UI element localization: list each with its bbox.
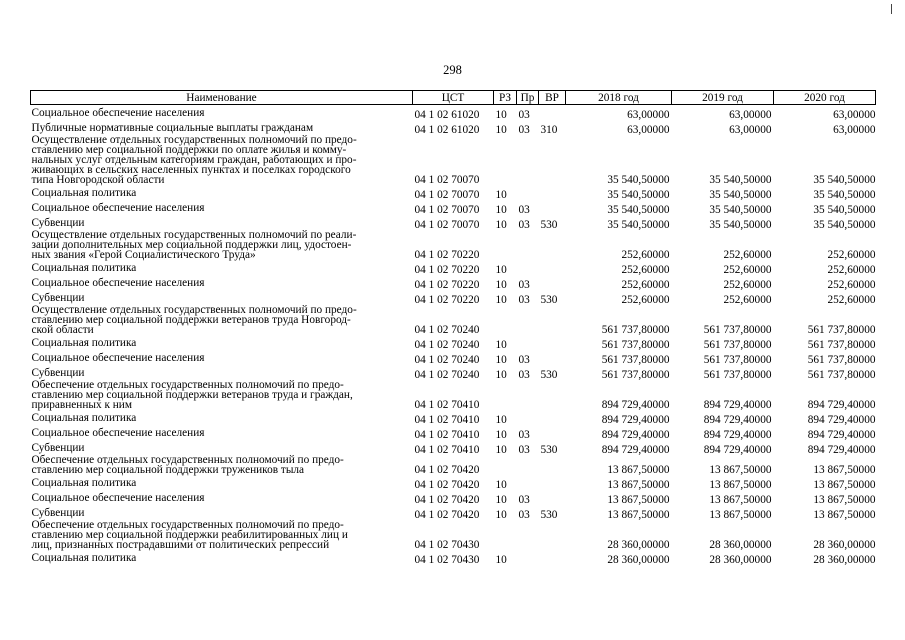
cell-pr [517, 305, 539, 335]
cell-vr [539, 455, 566, 475]
cell-vr [539, 410, 566, 425]
cell-vr [539, 350, 566, 365]
cell-rz: 10 [495, 219, 507, 231]
cell-2018: 252,60000 [621, 249, 670, 261]
cell-2019: 894 729,40000 [703, 414, 772, 426]
cell-rz: 10 [495, 354, 507, 366]
cell-cst: 04 1 02 70240 [414, 369, 480, 381]
cell-2020: 561 737,80000 [807, 339, 876, 351]
cell-cst: 04 1 02 70220 [414, 264, 480, 276]
cell-name-line: типа Новгородской области [31, 174, 165, 186]
cell-name-line: Субвенции [31, 367, 85, 379]
cell-pr [517, 260, 539, 275]
cell-pr: 03 [518, 294, 530, 306]
cell-name [31, 440, 413, 455]
cell-cst: 04 1 02 70410 [414, 399, 480, 411]
cell-2018: 252,60000 [621, 294, 670, 306]
header-2018: 2018 год [566, 91, 672, 105]
cell-2020: 13 867,50000 [813, 464, 876, 476]
cell-2019: 13 867,50000 [709, 464, 772, 476]
cell-2019: 894 729,40000 [703, 429, 772, 441]
budget-table [30, 90, 876, 565]
cell-2020: 252,60000 [827, 294, 876, 306]
cell-cst: 04 1 02 70430 [414, 554, 480, 566]
table-row [31, 105, 876, 121]
cell-vr: 530 [540, 509, 558, 521]
cell-2018: 13 867,50000 [607, 509, 670, 521]
cell-2018: 252,60000 [621, 279, 670, 291]
cell-2020: 63,00000 [833, 109, 876, 121]
cell-name [31, 200, 413, 215]
cell-cst: 04 1 02 70240 [414, 324, 480, 336]
cell-rz: 10 [495, 264, 507, 276]
cell-pr [517, 455, 539, 475]
cell-rz: 10 [495, 369, 507, 381]
cell-vr [539, 520, 566, 550]
cell-pr [517, 185, 539, 200]
table-body [31, 105, 876, 566]
cell-2018: 561 737,80000 [601, 369, 670, 381]
table-row [31, 305, 876, 335]
cell-vr [539, 105, 566, 121]
cell-name-line: Обеспечение отдельных государственных полномочий по предо- [31, 519, 344, 531]
cell-2020: 894 729,40000 [807, 429, 876, 441]
cell-rz: 10 [495, 124, 507, 136]
cell-rz: 10 [495, 429, 507, 441]
cell-name-line: ской области [31, 324, 94, 336]
cell-name [31, 350, 413, 365]
cell-pr [517, 520, 539, 550]
header-2019: 2019 год [672, 91, 774, 105]
table-row [31, 455, 876, 475]
cell-vr [539, 335, 566, 350]
cell-vr [539, 185, 566, 200]
cell-rz: 10 [495, 339, 507, 351]
cell-vr [539, 275, 566, 290]
cell-name [31, 275, 413, 290]
cell-2020: 894 729,40000 [807, 414, 876, 426]
table-row [31, 260, 876, 275]
table-row [31, 505, 876, 520]
cell-pr: 03 [518, 509, 530, 521]
cell-name [31, 520, 413, 550]
table-row [31, 365, 876, 380]
cell-2019: 894 729,40000 [703, 399, 772, 411]
cell-2018: 894 729,40000 [601, 399, 670, 411]
cell-2019: 63,00000 [729, 124, 772, 136]
cell-2018: 35 540,50000 [607, 189, 670, 201]
cell-name [31, 505, 413, 520]
cell-name-line: Социальное обеспечение населения [31, 492, 205, 504]
cell-2020: 252,60000 [827, 264, 876, 276]
cell-vr [539, 135, 566, 185]
header-rz: РЗ [494, 91, 517, 105]
cell-cst: 04 1 02 70220 [414, 279, 480, 291]
cell-2018: 28 360,00000 [607, 539, 670, 551]
table-row [31, 550, 876, 565]
table-row [31, 380, 876, 410]
cell-name [31, 410, 413, 425]
cell-2019: 13 867,50000 [709, 494, 772, 506]
cell-name [31, 215, 413, 230]
cell-name [31, 455, 413, 475]
cell-pr [517, 410, 539, 425]
cell-rz: 10 [495, 554, 507, 566]
cell-2020: 561 737,80000 [807, 324, 876, 336]
cell-2019: 894 729,40000 [703, 444, 772, 456]
cell-vr: 530 [540, 219, 558, 231]
header-2020: 2020 год [774, 91, 876, 105]
cell-name-line: Социальная политика [31, 477, 137, 489]
cell-rz: 10 [495, 109, 507, 121]
cell-cst: 04 1 02 70420 [414, 479, 480, 491]
header-name: Наименование [31, 91, 413, 105]
cell-2019: 252,60000 [723, 294, 772, 306]
cell-2020: 63,00000 [833, 124, 876, 136]
table-row [31, 520, 876, 550]
cell-vr: 530 [540, 369, 558, 381]
cell-name-line: Социальное обеспечение населения [31, 107, 205, 119]
cell-name-line: приравненных к ним [31, 399, 133, 411]
cell-name-line: Осуществление отдельных государственных полномочий по реали- [31, 229, 357, 241]
cell-cst: 04 1 02 70240 [414, 354, 480, 366]
cell-cst: 04 1 02 70410 [414, 429, 480, 441]
cell-pr [517, 135, 539, 185]
cell-2018: 894 729,40000 [601, 444, 670, 456]
cell-name-line: ставлению мер социальной поддержки ветеранов труда Новгород- [31, 314, 351, 326]
cell-pr [517, 550, 539, 565]
cell-rz: 10 [495, 509, 507, 521]
cell-2019: 561 737,80000 [703, 369, 772, 381]
cell-name [31, 380, 413, 410]
cell-2018: 13 867,50000 [607, 464, 670, 476]
cell-name-line: лиц, признанных пострадавшими от политических репрессий [31, 539, 330, 551]
cell-pr [517, 230, 539, 260]
cell-pr: 03 [518, 219, 530, 231]
cell-name-line: ставлению мер социальной поддержки реабилитированных лиц и [31, 529, 348, 541]
cell-vr: 530 [540, 444, 558, 456]
table-header [31, 91, 876, 105]
cell-vr [539, 230, 566, 260]
cell-name [31, 105, 413, 121]
page-edge-mark [891, 4, 892, 14]
cell-cst: 04 1 02 70070 [414, 189, 480, 201]
cell-cst: 04 1 02 70420 [414, 494, 480, 506]
cell-name-line: Субвенции [31, 507, 85, 519]
cell-name-line: ставлению мер социальной поддержки ветеранов труда и граждан, [31, 389, 353, 401]
cell-vr [539, 550, 566, 565]
table-row [31, 120, 876, 135]
cell-pr: 03 [518, 109, 530, 121]
cell-rz: 10 [495, 494, 507, 506]
table-row [31, 230, 876, 260]
cell-rz [494, 455, 517, 475]
cell-name-line: ных звания «Герой Социалистического Труда» [31, 249, 256, 261]
cell-2019: 561 737,80000 [703, 354, 772, 366]
cell-2019: 561 737,80000 [703, 324, 772, 336]
page-number: 298 [443, 63, 462, 77]
cell-name-line: ставлению мер социальной поддержки тружеников тыла [31, 464, 305, 476]
cell-cst: 04 1 02 61020 [414, 109, 480, 121]
cell-vr [539, 260, 566, 275]
cell-name-line: Обеспечение отдельных государственных полномочий по предо- [31, 454, 344, 466]
cell-2019: 35 540,50000 [709, 204, 772, 216]
table-row [31, 275, 876, 290]
cell-rz: 10 [495, 294, 507, 306]
cell-name [31, 425, 413, 440]
cell-rz [494, 135, 517, 185]
table-row [31, 350, 876, 365]
cell-cst: 04 1 02 70410 [414, 414, 480, 426]
cell-2018: 35 540,50000 [607, 219, 670, 231]
cell-2019: 252,60000 [723, 279, 772, 291]
cell-2018: 63,00000 [627, 109, 670, 121]
table-row [31, 490, 876, 505]
cell-2018: 35 540,50000 [607, 174, 670, 186]
cell-pr: 03 [518, 204, 530, 216]
cell-vr: 530 [540, 294, 558, 306]
cell-name-line: Обеспечение отдельных государственных полномочий по предо- [31, 379, 344, 391]
cell-name-line: Социальная политика [31, 337, 137, 349]
header-vr: ВР [539, 91, 566, 105]
cell-2018: 35 540,50000 [607, 204, 670, 216]
cell-name [31, 120, 413, 135]
cell-pr [517, 475, 539, 490]
cell-rz: 10 [495, 414, 507, 426]
cell-2020: 13 867,50000 [813, 479, 876, 491]
cell-cst: 04 1 02 70070 [414, 204, 480, 216]
cell-cst: 04 1 02 70410 [414, 444, 480, 456]
cell-2020: 894 729,40000 [807, 399, 876, 411]
table-row [31, 135, 876, 185]
cell-name-line: Осуществление отдельных государственных полномочий по предо- [31, 134, 357, 146]
cell-name [31, 260, 413, 275]
cell-cst: 04 1 02 70240 [414, 339, 480, 351]
cell-2019: 28 360,00000 [709, 539, 772, 551]
cell-pr: 03 [518, 354, 530, 366]
cell-2020: 28 360,00000 [813, 554, 876, 566]
cell-name [31, 490, 413, 505]
cell-name-line: Социальная политика [31, 412, 137, 424]
cell-2019: 35 540,50000 [709, 219, 772, 231]
cell-name [31, 290, 413, 305]
cell-2018: 561 737,80000 [601, 339, 670, 351]
cell-2020: 252,60000 [827, 279, 876, 291]
cell-name [31, 185, 413, 200]
cell-cst: 04 1 02 70430 [414, 539, 480, 551]
cell-2018: 13 867,50000 [607, 479, 670, 491]
cell-2019: 13 867,50000 [709, 509, 772, 521]
table-row [31, 425, 876, 440]
cell-2020: 28 360,00000 [813, 539, 876, 551]
cell-name-line: Социальная политика [31, 262, 137, 274]
cell-cst: 04 1 02 70070 [414, 219, 480, 231]
table-row [31, 215, 876, 230]
cell-pr [517, 335, 539, 350]
cell-pr: 03 [518, 124, 530, 136]
cell-rz [494, 380, 517, 410]
cell-vr [539, 380, 566, 410]
cell-2018: 63,00000 [627, 124, 670, 136]
cell-pr: 03 [518, 444, 530, 456]
cell-name-line: живающих в сельских населенных пунктах и поселках городского [31, 164, 351, 176]
cell-2020: 35 540,50000 [813, 219, 876, 231]
cell-cst: 04 1 02 70220 [414, 249, 480, 261]
cell-name [31, 335, 413, 350]
cell-name-line: Субвенции [31, 442, 85, 454]
cell-2018: 252,60000 [621, 264, 670, 276]
cell-2018: 894 729,40000 [601, 414, 670, 426]
cell-name [31, 135, 413, 185]
cell-2020: 35 540,50000 [813, 174, 876, 186]
cell-name-line: Социальное обеспечение населения [31, 427, 205, 439]
cell-name [31, 305, 413, 335]
cell-2019: 252,60000 [723, 249, 772, 261]
cell-cst: 04 1 02 61020 [414, 124, 480, 136]
table-row [31, 335, 876, 350]
cell-name-line: Субвенции [31, 217, 85, 229]
cell-2020: 561 737,80000 [807, 354, 876, 366]
cell-2020: 252,60000 [827, 249, 876, 261]
cell-rz: 10 [495, 189, 507, 201]
cell-cst: 04 1 02 70420 [414, 464, 480, 476]
cell-pr: 03 [518, 494, 530, 506]
header-cst: ЦСТ [413, 91, 494, 105]
cell-rz [494, 230, 517, 260]
cell-name-line: зации дополнительных мер социальной поддержки лиц, удостоен- [31, 239, 352, 251]
cell-name-line: Социальная политика [31, 552, 137, 564]
cell-vr [539, 425, 566, 440]
cell-vr [539, 475, 566, 490]
cell-2020: 35 540,50000 [813, 189, 876, 201]
cell-rz: 10 [495, 279, 507, 291]
cell-2019: 561 737,80000 [703, 339, 772, 351]
table-row [31, 200, 876, 215]
cell-2020: 894 729,40000 [807, 444, 876, 456]
cell-name-line: нальных услуг отдельным категориям граждан, работающих и про- [31, 154, 357, 166]
cell-name-line: Публичные нормативные социальные выплаты гражданам [31, 122, 314, 134]
cell-rz: 10 [495, 479, 507, 491]
cell-rz: 10 [495, 204, 507, 216]
cell-rz [494, 305, 517, 335]
cell-name [31, 475, 413, 490]
cell-name [31, 550, 413, 565]
cell-vr [539, 490, 566, 505]
cell-2019: 35 540,50000 [709, 174, 772, 186]
cell-2020: 13 867,50000 [813, 494, 876, 506]
cell-vr [539, 305, 566, 335]
cell-2019: 13 867,50000 [709, 479, 772, 491]
cell-rz: 10 [495, 444, 507, 456]
cell-2019: 28 360,00000 [709, 554, 772, 566]
cell-name-line: Субвенции [31, 292, 85, 304]
table-row [31, 475, 876, 490]
cell-cst: 04 1 02 70070 [414, 174, 480, 186]
cell-name-line: Социальное обеспечение населения [31, 202, 205, 214]
cell-vr [539, 200, 566, 215]
cell-name-line: Социальное обеспечение населения [31, 277, 205, 289]
cell-name-line: Осуществление отдельных государственных полномочий по предо- [31, 304, 357, 316]
cell-cst: 04 1 02 70420 [414, 509, 480, 521]
cell-pr: 03 [518, 429, 530, 441]
cell-2019: 35 540,50000 [709, 189, 772, 201]
cell-name-line: Социальная политика [31, 187, 137, 199]
cell-2020: 561 737,80000 [807, 369, 876, 381]
cell-2020: 13 867,50000 [813, 509, 876, 521]
cell-name-line: ставлению мер социальной поддержки по оплате жилья и комму- [31, 144, 347, 156]
cell-2018: 28 360,00000 [607, 554, 670, 566]
cell-pr [517, 380, 539, 410]
table-row [31, 410, 876, 425]
cell-vr: 310 [540, 124, 558, 136]
cell-2018: 561 737,80000 [601, 354, 670, 366]
cell-cst: 04 1 02 70220 [414, 294, 480, 306]
cell-rz [494, 520, 517, 550]
cell-pr: 03 [518, 369, 530, 381]
table-row [31, 440, 876, 455]
cell-2020: 35 540,50000 [813, 204, 876, 216]
header-pr: Пр [517, 91, 539, 105]
cell-2018: 13 867,50000 [607, 494, 670, 506]
cell-name [31, 230, 413, 260]
table-row [31, 185, 876, 200]
cell-2019: 252,60000 [723, 264, 772, 276]
cell-pr: 03 [518, 279, 530, 291]
cell-2018: 894 729,40000 [601, 429, 670, 441]
cell-name [31, 365, 413, 380]
cell-name-line: Социальное обеспечение населения [31, 352, 205, 364]
cell-2018: 561 737,80000 [601, 324, 670, 336]
cell-2019: 63,00000 [729, 109, 772, 121]
table-row [31, 290, 876, 305]
